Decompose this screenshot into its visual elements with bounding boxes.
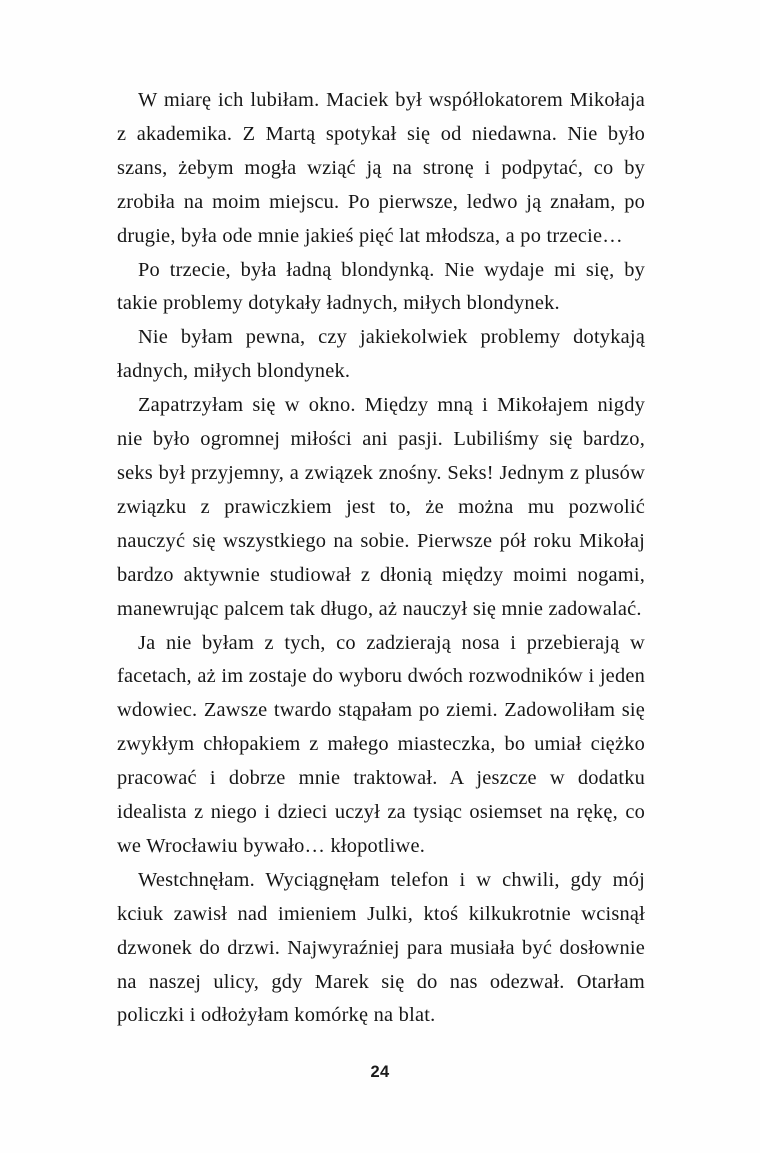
paragraph: W miarę ich lubiłam. Maciek był współlokatorem Mikołaja z akademika. Z Martą spotykał się od niedawna. Nie było szans, żebym mogła wziąć ją na stronę i podpytać, co by zrobiła na moim miejscu. Po pierwsze, ledwo ją znałam, po drugie, była ode mnie jakieś pięć lat młodsza, a po trzecie… (117, 89, 645, 247)
paragraph: Po trzecie, była ładną blondynką. Nie wydaje mi się, by takie problemy dotykały ładnych, miłych blondynek. (117, 258, 645, 315)
paragraph: Zapatrzyłam się w okno. Między mną i Mikołajem nigdy nie było ogromnej miłości ani pasji. Lubiliśmy się bardzo, seks był przyjemny, a związek znośny. Seks! Jednym z plusów związku z prawiczkiem jest to, że można mu pozwolić nauczyć się wszystkiego na sobie. Pierwsze pół roku Mikołaj bardzo aktywnie studiował z dłonią między moimi nogami, manewrując palcem tak długo, aż nauczył się mnie zadowalać. (117, 394, 645, 620)
paragraph: Nie byłam pewna, czy jakiekolwiek problemy dotykają ładnych, miłych blondynek. (117, 326, 645, 383)
page-number: 24 (370, 1063, 390, 1081)
paragraph: Westchnęłam. Wyciągnęłam telefon i w chwili, gdy mój kciuk zawisł nad imieniem Julki, ktoś kilkukrotnie wcisnął dzwonek do drzwi. Najwyraźniej para musiała być dosłownie na naszej ulicy, gdy Marek się do nas odezwał. Otarłam policzki i odłożyłam komórkę na blat. (117, 868, 645, 1027)
paragraph: Ja nie byłam z tych, co zadzierają nosa i przebierają w facetach, aż im zostaje do wyboru dwóch rozwodników i jeden wdowiec. Zawsze twardo stąpałam po ziemi. Zadowoliłam się zwykłym chłopakiem z małego miasteczka, bo umiał ciężko pracować i dobrze mnie traktował. A jeszcze w dodatku idealista z niego i dzieci uczył za tysiąc osiemset na rękę, co we Wrocławiu bywało… kłopotliwe. (117, 631, 645, 857)
body-text-block (117, 84, 645, 1033)
